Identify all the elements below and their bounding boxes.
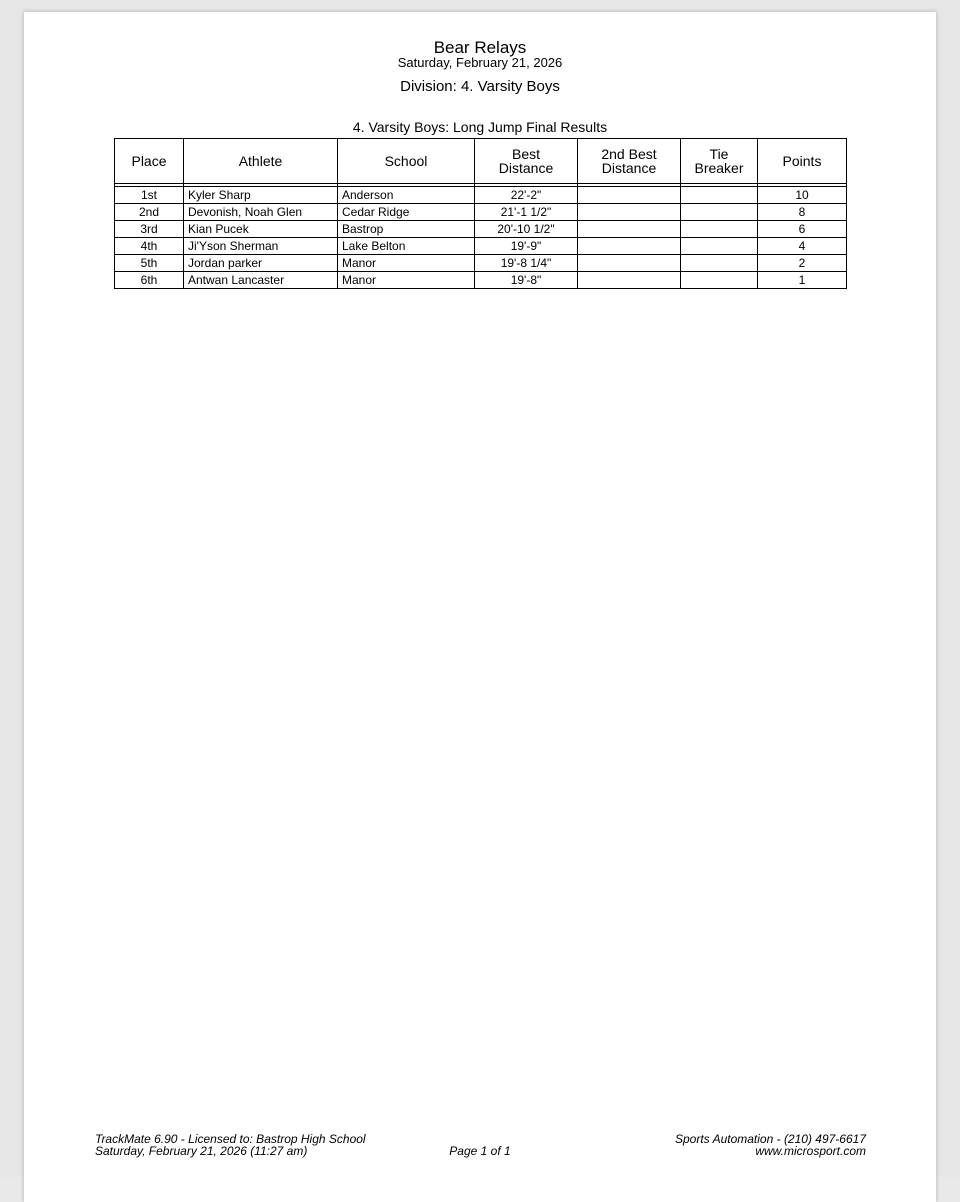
header-tie-breaker [681,139,758,184]
results-table-header [115,139,847,184]
table-row [115,187,847,204]
table-row [115,255,847,272]
cell-tie-breaker [681,187,758,204]
header-best-distance-line1: Best [511,146,540,162]
cell-second-best [578,272,681,289]
meet-title: Bear Relays [433,38,527,57]
results-page [24,12,936,1202]
meet-date: Saturday, February 21, 2026 [397,55,563,70]
cell-tie-breaker [681,204,758,221]
cell-best-distance: 19'-8" [475,272,578,289]
cell-points: 1 [758,272,847,289]
cell-points: 6 [758,221,847,238]
header-second-best-distance [578,139,681,184]
header-second-best-line1: 2nd Best [601,146,657,162]
footer-vendor: Sports Automation - (210) 497-6617 [675,1132,866,1146]
cell-place: 3rd [115,221,184,238]
cell-athlete: Antwan Lancaster [184,272,338,289]
cell-tie-breaker [681,221,758,238]
cell-place: 2nd [115,204,184,221]
footer-website: www.microsport.com [755,1144,866,1158]
event-title: 4. Varsity Boys: Long Jump Final Results [352,119,608,135]
results-table-body [115,184,847,289]
header-best-distance-line2: Distance [498,160,554,176]
division-heading: Division: 4. Varsity Boys [400,78,560,95]
header-tie-breaker-line2: Breaker [694,160,744,176]
cell-points: 2 [758,255,847,272]
cell-school: Anderson [338,187,475,204]
cell-points: 4 [758,238,847,255]
cell-second-best [578,255,681,272]
cell-school: Manor [338,255,475,272]
footer-vendor-block [675,1133,866,1157]
cell-school: Cedar Ridge [338,204,475,221]
cell-athlete: Devonish, Noah Glen [184,204,338,221]
cell-tie-breaker [681,255,758,272]
cell-tie-breaker [681,272,758,289]
cell-place: 5th [115,255,184,272]
header-tie-breaker-line1: Tie [709,146,729,162]
cell-athlete: Kian Pucek [184,221,338,238]
cell-second-best [578,221,681,238]
header-place: Place [115,139,184,184]
cell-best-distance: 19'-9" [475,238,578,255]
results-table [114,138,847,289]
footer-license: TrackMate 6.90 - Licensed to: Bastrop High School [95,1132,366,1146]
footer-printed-date: Saturday, February 21, 2026 (11:27 am) [95,1144,308,1158]
cell-place: 1st [115,187,184,204]
cell-second-best [578,204,681,221]
cell-place: 4th [115,238,184,255]
cell-second-best [578,238,681,255]
cell-points: 8 [758,204,847,221]
table-row [115,221,847,238]
cell-school: Manor [338,272,475,289]
header-second-best-line2: Distance [601,160,657,176]
table-row [115,272,847,289]
cell-best-distance: 20'-10 1/2" [475,221,578,238]
cell-best-distance: 22'-2" [475,187,578,204]
cell-place: 6th [115,272,184,289]
cell-best-distance: 19'-8 1/4" [475,255,578,272]
cell-school: Bastrop [338,221,475,238]
cell-second-best [578,187,681,204]
table-row [115,238,847,255]
cell-best-distance: 21'-1 1/2" [475,204,578,221]
table-row [115,204,847,221]
header-athlete: Athlete [184,139,338,184]
footer-page-number: Page 1 of 1 [449,1144,511,1158]
header-school: School [338,139,475,184]
cell-athlete: Kyler Sharp [184,187,338,204]
cell-points: 10 [758,187,847,204]
cell-school: Lake Belton [338,238,475,255]
cell-tie-breaker [681,238,758,255]
header-points: Points [758,139,847,184]
cell-athlete: Ji'Yson Sherman [184,238,338,255]
header-best-distance [475,139,578,184]
cell-athlete: Jordan parker [184,255,338,272]
